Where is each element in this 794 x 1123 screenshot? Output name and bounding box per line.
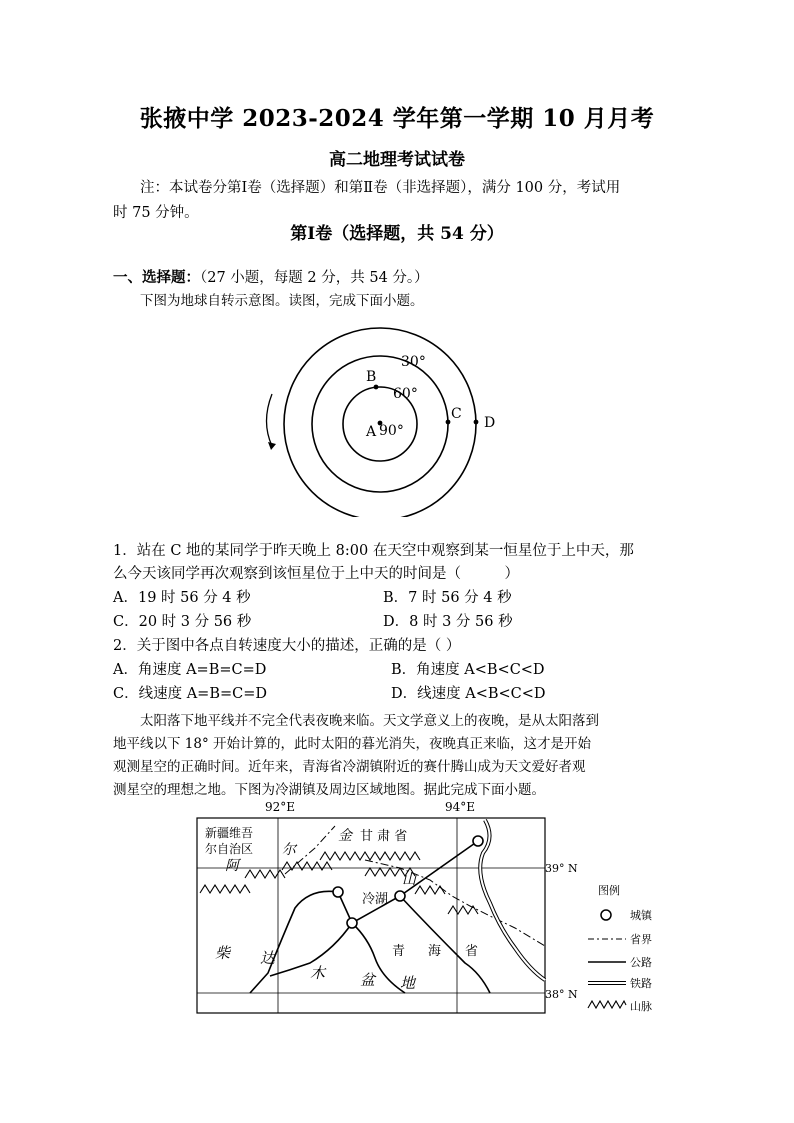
lon-92e-label: 92°E xyxy=(265,800,296,814)
altun-char-1: 阿 xyxy=(225,858,239,874)
diagram1-intro: 下图为地球自转示意图。读图，完成下面小题。 xyxy=(140,293,424,309)
lon-94e-label: 94°E xyxy=(445,800,476,814)
label-60deg: 60° xyxy=(393,386,418,402)
mountain-range xyxy=(200,852,478,914)
qaidam-char-3: 木 xyxy=(310,964,326,982)
lenghu-label: 冷湖 xyxy=(362,892,389,907)
legend-boundary-label: 省界 xyxy=(630,933,652,946)
qaidam-char-2: 达 xyxy=(260,949,276,967)
exam-note-line1: 注：本试卷分第Ⅰ卷（选择题）和第Ⅱ卷（非选择题），满分 100 分，考试用 xyxy=(140,180,621,196)
legend-title: 图例 xyxy=(598,884,620,897)
point-d xyxy=(474,420,479,425)
legend-mountain-symbol xyxy=(588,1001,626,1008)
label-30deg: 30° xyxy=(401,354,426,370)
page-title: 张掖中学 2023-2024 学年第一学期 10 月月考 xyxy=(139,105,655,132)
town-4 xyxy=(473,836,483,846)
gansu-label: 甘 肃 省 xyxy=(360,829,408,844)
passage-line1: 太阳落下地平线并不完全代表夜晚来临。天文学意义上的夜晚，是从太阳落到 xyxy=(140,713,599,729)
question-2-option-c: C．线速度 A=B=C=D xyxy=(113,686,267,702)
section-heading-detail: （27 小题，每题 2 分，共 54 分。） xyxy=(200,270,429,286)
question-2-option-b: B．角速度 A<B<C<D xyxy=(391,662,545,678)
xinjiang-label-line2: 尔自治区 xyxy=(205,842,254,856)
passage-line3: 观测星空的正确时间。近年来，青海省冷湖镇附近的赛什腾山成为天文爱好者观 xyxy=(113,759,586,775)
lenghu-region-map xyxy=(190,798,670,1023)
rotation-arrowhead xyxy=(268,442,276,450)
point-b xyxy=(374,385,379,390)
label-c: C xyxy=(451,406,462,422)
section-heading xyxy=(113,266,429,287)
lat-39n-label: 39° N xyxy=(545,862,578,875)
qaidam-char-1: 柴 xyxy=(215,944,231,962)
label-b: B xyxy=(366,369,377,385)
legend-mountain-label: 山脉 xyxy=(630,1000,652,1013)
exam-note-line2: 时 75 分钟。 xyxy=(113,205,199,221)
qaidam-char-4: 盆 xyxy=(360,971,376,989)
question-1-option-a: A．19 时 56 分 4 秒 xyxy=(113,590,251,606)
exam-subtitle: 高二地理考试试卷 xyxy=(329,150,465,170)
label-d: D xyxy=(484,415,496,431)
qinghai-char-1: 青 xyxy=(392,944,406,959)
label-90deg: 90° xyxy=(379,423,404,439)
qaidam-char-5: 地 xyxy=(400,974,416,992)
passage-line4: 测星空的理想之地。下图为冷湖镇及周边区域地图。据此完成下面小题。 xyxy=(113,782,545,798)
section-heading-label: 一、选择题： xyxy=(113,269,200,286)
question-1-stem-line2: 么今天该同学再次观察到该恒星位于上中天的时间是（ ） xyxy=(113,566,519,582)
xinjiang-label-line1: 新疆维吾 xyxy=(205,826,254,840)
question-1-option-b: B．7 时 56 分 4 秒 xyxy=(383,590,512,606)
town-3 xyxy=(347,918,357,928)
lat-38n-label: 38° N xyxy=(545,988,578,1001)
qinghai-char-3: 省 xyxy=(465,944,479,959)
altun-char-3: 金 xyxy=(338,828,352,844)
town-1 xyxy=(333,887,343,897)
question-2-option-a: A．角速度 A=B=C=D xyxy=(113,662,267,678)
altun-char-2: 尔 xyxy=(282,842,296,858)
question-2-option-d: D．线速度 A<B<C<D xyxy=(391,686,546,702)
question-1-option-d: D．8 时 3 分 56 秒 xyxy=(383,614,513,630)
passage-line2: 地平线以下 18° 开始计算的，此时太阳的暮光消失，夜晚真正来临，这才是开始 xyxy=(113,736,592,752)
label-a: A xyxy=(366,424,377,440)
qinghai-char-2: 海 xyxy=(428,944,442,959)
town-lenghu xyxy=(395,891,405,901)
point-c xyxy=(446,420,451,425)
legend-railway-label: 铁路 xyxy=(630,977,652,990)
altun-char-4: 山 xyxy=(402,872,416,888)
part-title: 第Ⅰ卷（选择题，共 54 分） xyxy=(290,224,504,244)
question-2-stem: 2．关于图中各点自转速度大小的描述，正确的是（ ） xyxy=(113,638,461,654)
rotation-arrow xyxy=(267,394,273,446)
earth-rotation-diagram xyxy=(255,322,505,517)
railway-outer xyxy=(480,820,545,980)
question-1-stem-line1: 1．站在 C 地的某同学于昨天晚上 8:00 在天空中观察到某一恒星位于上中天，那 xyxy=(113,543,634,559)
question-1-option-c: C．20 时 3 分 56 秒 xyxy=(113,614,252,630)
legend-town-label: 城镇 xyxy=(630,909,652,922)
legend-town-symbol xyxy=(601,910,611,920)
legend-highway-label: 公路 xyxy=(630,956,652,969)
